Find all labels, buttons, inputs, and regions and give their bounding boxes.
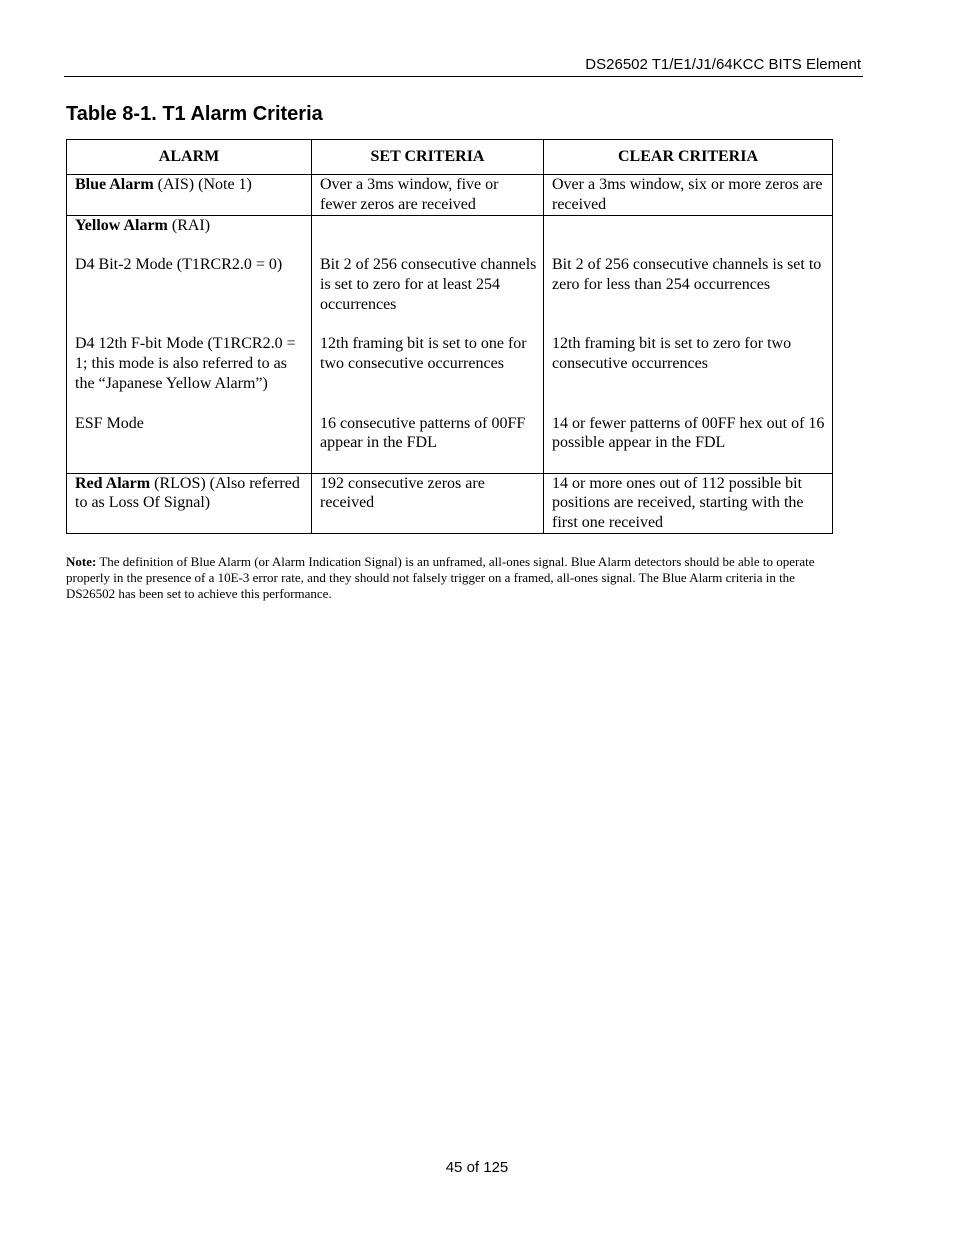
cell-yellow-alarm-clear [544, 215, 833, 473]
yellow-d4-12th-fbit-mode: D4 12th F-bit Mode (T1RCR2.0 = 1; this mode is also referred to as the “Japanese Yellow Alarm”) [75, 335, 296, 392]
table-row-blue-alarm [67, 175, 833, 216]
yellow-d4-bit2-clear: Bit 2 of 256 consecutive channels is set to zero for less than 254 occurrences [552, 256, 822, 293]
column-header-clear-criteria: CLEAR CRITERIA [544, 140, 833, 175]
t1-alarm-criteria-table [66, 139, 833, 534]
red-alarm-suffix: (RLOS) (Also referred to as Loss Of Signal) [75, 474, 300, 512]
yellow-alarm-label: Yellow Alarm [75, 216, 168, 234]
page-number: 45 of 125 [445, 1159, 509, 1176]
yellow-d4-bit2-set: Bit 2 of 256 consecutive channels is set to zero for at least 254 occurrences [320, 256, 537, 313]
cell-red-alarm-set: 192 consecutive zeros are received [312, 473, 544, 533]
table-note [66, 554, 834, 601]
note-label: Note: [66, 554, 97, 569]
yellow-alarm-suffix: (RAI) [167, 216, 211, 234]
yellow-d4-12th-set: 12th framing bit is set to one for two consecutive occurrences [320, 335, 527, 373]
cell-yellow-alarm-name [67, 215, 312, 473]
yellow-esf-mode: ESF Mode [75, 414, 144, 432]
column-header-alarm: ALARM [67, 140, 312, 175]
red-alarm-label: Red Alarm [75, 474, 151, 492]
cell-blue-alarm-name [67, 175, 312, 216]
yellow-d4-bit2-mode: D4 Bit-2 Mode (T1RCR2.0 = 0) [75, 256, 283, 274]
cell-blue-alarm-set: Over a 3ms window, five or fewer zeros are received [312, 175, 544, 216]
cell-red-alarm-name [67, 473, 312, 533]
table-header-row [67, 140, 833, 175]
yellow-d4-12th-clear: 12th framing bit is set to zero for two consecutive occurrences [552, 335, 792, 373]
cell-blue-alarm-clear: Over a 3ms window, six or more zeros are received [544, 175, 833, 216]
blue-alarm-suffix: (AIS) (Note 1) [153, 176, 252, 193]
note-text: The definition of Blue Alarm (or Alarm Indication Signal) is an unframed, all-ones signal. Blue Alarm detectors should be able to operate properly in the presence of a 10E-3 error rate, and they should not falsely trigger on a framed, all-ones signal. The Blue Alarm criteria in the DS26502 has been set to achieve this performance. [66, 554, 815, 601]
header-divider [64, 76, 863, 77]
cell-red-alarm-clear: 14 or more ones out of 112 possible bit positions are received, starting with the first one received [544, 473, 833, 533]
table-row-red-alarm [67, 473, 833, 533]
cell-yellow-alarm-set [312, 215, 544, 473]
table-row-yellow-alarm [67, 215, 833, 473]
blue-alarm-label: Blue Alarm [75, 176, 154, 193]
yellow-esf-clear: 14 or fewer patterns of 00FF hex out of 16 possible appear in the FDL [552, 414, 825, 452]
document-header-title: DS26502 T1/E1/J1/64KCC BITS Element [585, 56, 861, 73]
column-header-set-criteria: SET CRITERIA [312, 140, 544, 175]
yellow-esf-set: 16 consecutive patterns of 00FF appear in the FDL [320, 414, 526, 452]
table-title: Table 8-1. T1 Alarm Criteria [66, 103, 323, 125]
